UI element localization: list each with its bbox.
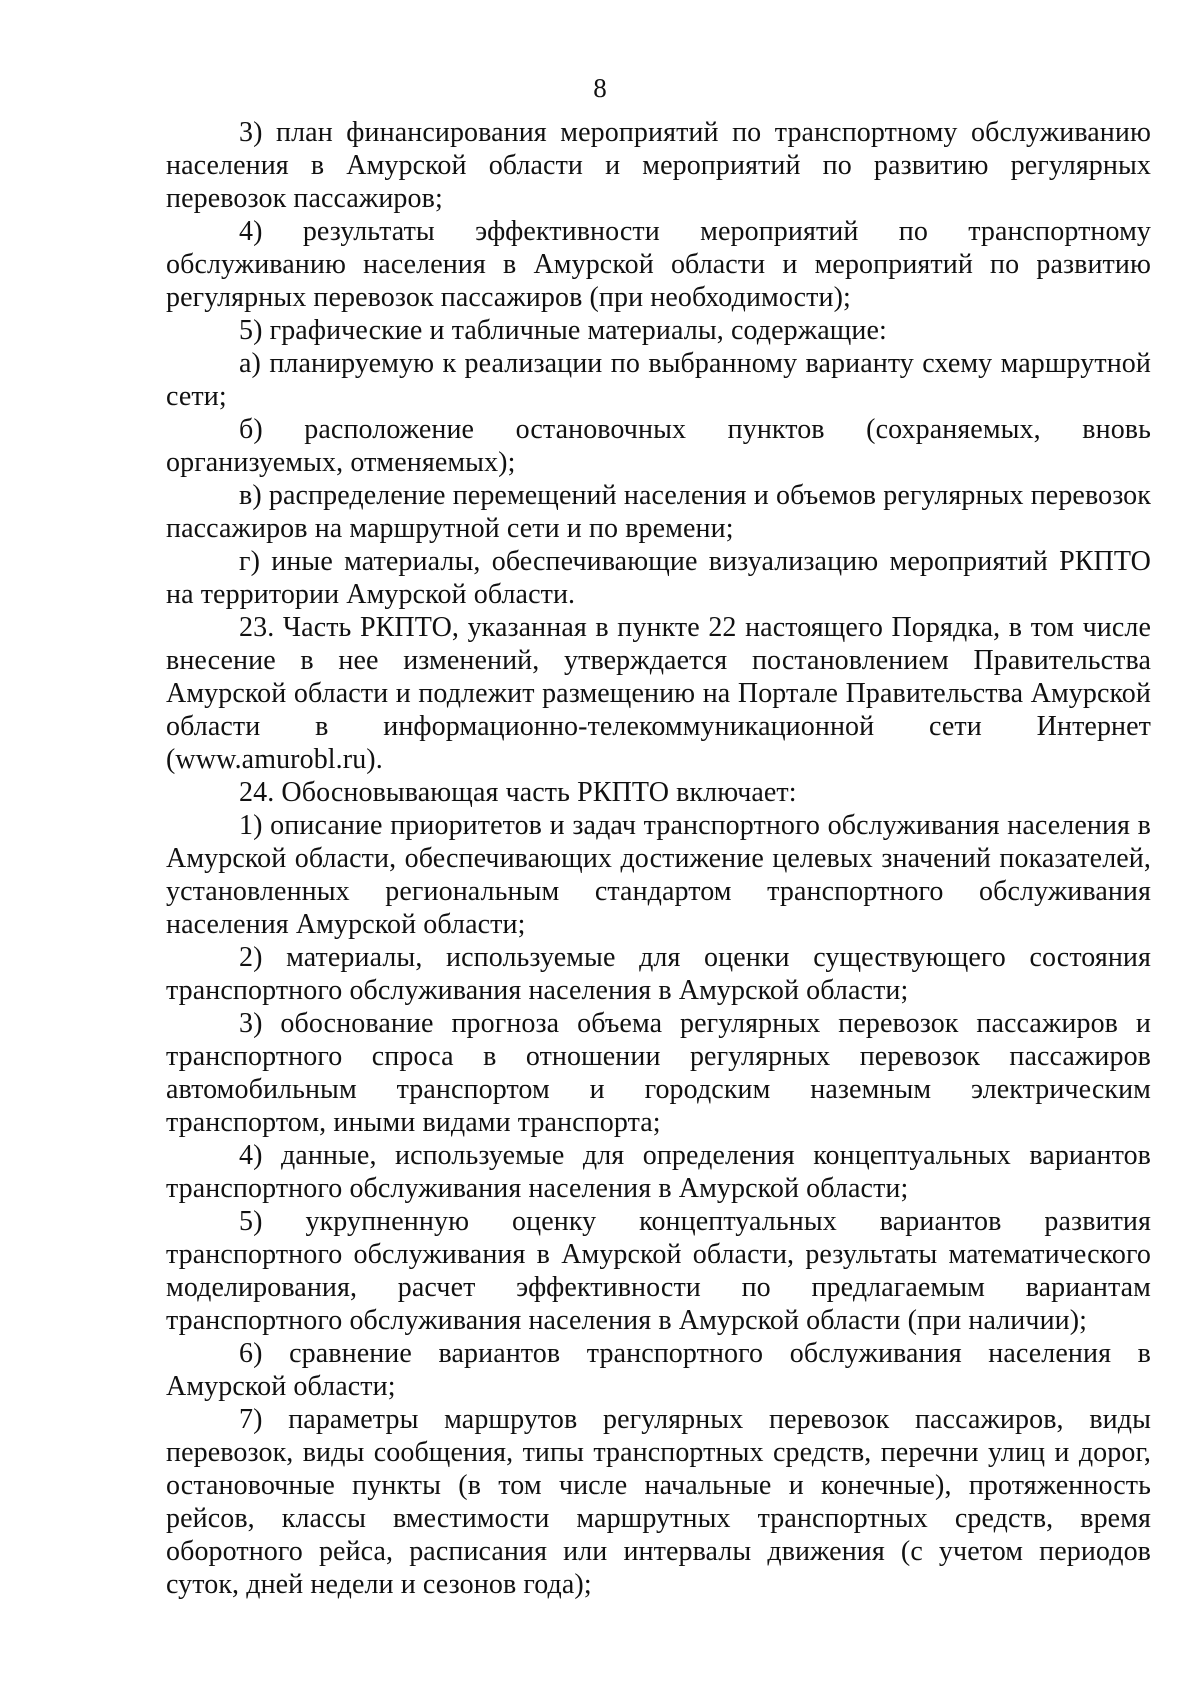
paragraph-item-b: б) расположение остановочных пунктов (сохраняемых, вновь организуемых, отменяемых); [166, 414, 1151, 478]
paragraph-23: 23. Часть РКПТО, указанная в пункте 22 настоящего Порядка, в том числе внесение в нее изменений, утверждается постановлением Правительства Амурской области и подлежит размещению на Портале Правительства Амурской области в информационно-телекоммуникационной сети Интернет (www.amurobl.ru). [166, 612, 1151, 775]
paragraph-item-v: в) распределение перемещений населения и объемов регулярных перевозок пассажиров на маршрутной сети и по времени; [166, 480, 1151, 544]
paragraph-24-item-1: 1) описание приоритетов и задач транспортного обслуживания населения в Амурской области, обеспечивающих достижение целевых значений показателей, установленных региональным стандартом транспортного обслуживания населения Амурской области; [166, 810, 1151, 940]
paragraph-24-item-3: 3) обоснование прогноза объема регулярных перевозок пассажиров и транспортного спроса в отношении регулярных перевозок пассажиров автомобильным транспортом и городским наземным электрическим транспортом, иными видами транспорта; [166, 1008, 1151, 1138]
paragraph-financing-plan: 3) план финансирования мероприятий по транспортному обслуживанию населения в Амурской области и мероприятий по развитию регулярных перевозок пассажиров; [166, 117, 1151, 214]
paragraph-graphic-materials: 5) графические и табличные материалы, содержащие: [239, 315, 887, 346]
paragraph-24: 24. Обосновывающая часть РКПТО включает: [239, 777, 797, 808]
paragraph-item-a: а) планируемую к реализации по выбранному варианту схему маршрутной сети; [166, 348, 1151, 412]
paragraph-24-item-7: 7) параметры маршрутов регулярных перевозок пассажиров, виды перевозок, виды сообщения, типы транспортных средств, перечни улиц и дорог, остановочные пункты (в том числе начальные и конечные), протяженность рейсов, классы вместимости маршрутных транспортных средств, время оборотного рейса, расписания или интервалы движения (с учетом периодов суток, дней недели и сезонов года); [166, 1404, 1151, 1600]
paragraph-item-g: г) иные материалы, обеспечивающие визуализацию мероприятий РКПТО на территории Амурской области. [166, 546, 1151, 610]
paragraph-24-item-4: 4) данные, используемые для определения концептуальных вариантов транспортного обслуживания населения в Амурской области; [166, 1140, 1151, 1204]
paragraph-24-item-6: 6) сравнение вариантов транспортного обслуживания населения в Амурской области; [166, 1338, 1151, 1402]
paragraph-24-item-2: 2) материалы, используемые для оценки существующего состояния транспортного обслуживания населения в Амурской области; [166, 942, 1151, 1006]
paragraph-efficiency-results: 4) результаты эффективности мероприятий по транспортному обслуживанию населения в Амурской области и мероприятий по развитию регулярных перевозок пассажиров (при необходимости); [166, 216, 1151, 313]
paragraph-24-item-5: 5) укрупненную оценку концептуальных вариантов развития транспортного обслуживания в Амурской области, результаты математического моделирования, расчет эффективности по предлагаемым вариантам транспортного обслуживания населения в Амурской области (при наличии); [166, 1206, 1151, 1336]
page-number: 8 [593, 73, 607, 103]
document-body [166, 116, 1151, 1601]
